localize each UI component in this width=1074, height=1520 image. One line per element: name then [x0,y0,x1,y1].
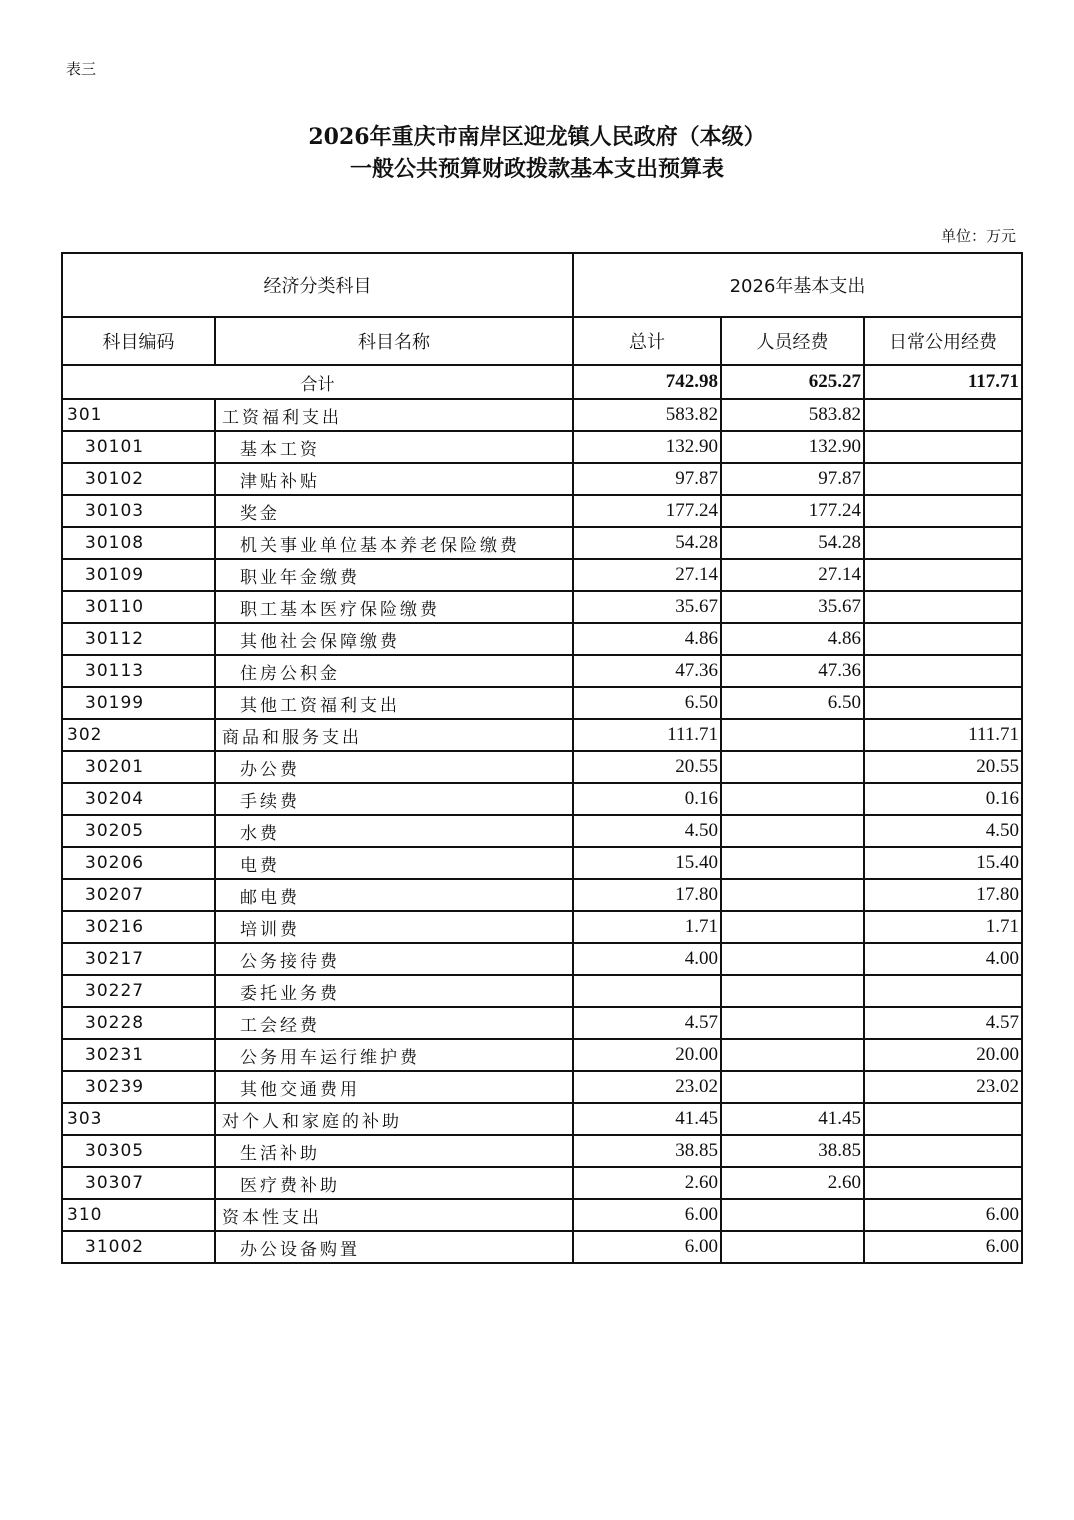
code-cell: 30102 [62,463,215,495]
personnel-cell: 38.85 [721,1135,864,1167]
header-economic-category: 经济分类科目 [62,253,573,317]
name-cell: 工资福利支出 [215,399,573,431]
code-cell: 30206 [62,847,215,879]
personnel-cell [721,751,864,783]
table-row [62,815,1022,847]
code-cell: 303 [62,1103,215,1135]
table-row [62,1199,1022,1231]
total-cell: 17.80 [573,879,721,911]
personnel-cell [721,1007,864,1039]
public-cell: 4.57 [864,1007,1022,1039]
name-cell: 培训费 [215,911,573,943]
code-cell: 30305 [62,1135,215,1167]
public-cell [864,431,1022,463]
name-cell: 机关事业单位基本养老保险缴费 [215,527,573,559]
name-cell: 职业年金缴费 [215,559,573,591]
table-row [62,623,1022,655]
public-cell [864,495,1022,527]
table-row [62,655,1022,687]
name-cell: 商品和服务支出 [215,719,573,751]
personnel-cell: 47.36 [721,655,864,687]
table-row [62,975,1022,1007]
public-cell [864,559,1022,591]
total-cell: 23.02 [573,1071,721,1103]
page-subtitle: 一般公共预算财政拨款基本支出预算表 [349,156,724,182]
name-cell: 住房公积金 [215,655,573,687]
total-cell: 35.67 [573,591,721,623]
code-cell: 310 [62,1199,215,1231]
name-cell: 基本工资 [215,431,573,463]
name-cell: 医疗费补助 [215,1167,573,1199]
name-cell: 手续费 [215,783,573,815]
header-public: 日常公用经费 [864,317,1022,365]
public-cell: 17.80 [864,879,1022,911]
code-cell: 30227 [62,975,215,1007]
personnel-cell: 177.24 [721,495,864,527]
public-cell: 0.16 [864,783,1022,815]
table-row [62,495,1022,527]
public-cell: 6.00 [864,1231,1022,1263]
name-cell: 邮电费 [215,879,573,911]
table-row [62,687,1022,719]
public-cell: 20.55 [864,751,1022,783]
total-cell: 47.36 [573,655,721,687]
name-cell: 津贴补贴 [215,463,573,495]
personnel-cell [721,1199,864,1231]
public-cell [864,1103,1022,1135]
personnel-cell: 2.60 [721,1167,864,1199]
table-row [62,1103,1022,1135]
code-cell: 30307 [62,1167,215,1199]
public-cell: 23.02 [864,1071,1022,1103]
total-personnel: 625.27 [721,365,864,399]
code-cell: 30101 [62,431,215,463]
personnel-cell: 54.28 [721,527,864,559]
personnel-cell: 27.14 [721,559,864,591]
code-cell: 30112 [62,623,215,655]
code-cell: 30217 [62,943,215,975]
header-personnel: 人员经费 [721,317,864,365]
total-cell: 132.90 [573,431,721,463]
table-row [62,879,1022,911]
personnel-cell: 6.50 [721,687,864,719]
table-row [62,783,1022,815]
total-cell: 2.60 [573,1167,721,1199]
table-row [62,431,1022,463]
personnel-cell [721,911,864,943]
code-cell: 301 [62,399,215,431]
public-cell: 1.71 [864,911,1022,943]
public-cell [864,975,1022,1007]
table-row [62,847,1022,879]
code-cell: 30199 [62,687,215,719]
header-row-group [62,253,1022,317]
public-cell: 111.71 [864,719,1022,751]
personnel-cell [721,943,864,975]
personnel-cell [721,1071,864,1103]
total-cell: 15.40 [573,847,721,879]
total-cell: 38.85 [573,1135,721,1167]
table-row [62,399,1022,431]
personnel-cell [721,879,864,911]
public-cell [864,1167,1022,1199]
name-cell: 工会经费 [215,1007,573,1039]
name-cell: 电费 [215,847,573,879]
public-cell: 20.00 [864,1039,1022,1071]
total-cell: 20.55 [573,751,721,783]
name-cell: 其他工资福利支出 [215,687,573,719]
public-cell: 15.40 [864,847,1022,879]
code-cell: 30103 [62,495,215,527]
public-cell [864,687,1022,719]
personnel-cell: 97.87 [721,463,864,495]
name-cell: 资本性支出 [215,1199,573,1231]
public-cell: 4.00 [864,943,1022,975]
personnel-cell: 583.82 [721,399,864,431]
total-cell: 4.86 [573,623,721,655]
personnel-cell: 132.90 [721,431,864,463]
name-cell: 对个人和家庭的补助 [215,1103,573,1135]
code-cell: 30231 [62,1039,215,1071]
name-cell: 职工基本医疗保险缴费 [215,591,573,623]
code-cell: 30113 [62,655,215,687]
header-row-columns [62,317,1022,365]
table-row [62,1231,1022,1263]
code-cell: 302 [62,719,215,751]
name-cell: 生活补助 [215,1135,573,1167]
code-cell: 30207 [62,879,215,911]
public-cell: 6.00 [864,1199,1022,1231]
personnel-cell [721,783,864,815]
personnel-cell [721,1039,864,1071]
table-row [62,463,1022,495]
budget-table [61,252,1023,1264]
table-row [62,1071,1022,1103]
public-cell [864,623,1022,655]
table-row [62,591,1022,623]
table-row [62,1007,1022,1039]
header-name: 科目名称 [215,317,573,365]
personnel-cell: 41.45 [721,1103,864,1135]
name-cell: 奖金 [215,495,573,527]
personnel-cell: 35.67 [721,591,864,623]
name-cell: 办公费 [215,751,573,783]
name-cell: 公务用车运行维护费 [215,1039,573,1071]
table-row [62,943,1022,975]
personnel-cell [721,1231,864,1263]
total-total: 742.98 [573,365,721,399]
table-row [62,911,1022,943]
personnel-cell [721,719,864,751]
public-cell [864,591,1022,623]
name-cell: 委托业务费 [215,975,573,1007]
total-cell: 583.82 [573,399,721,431]
header-code: 科目编码 [62,317,215,365]
public-cell [864,1135,1022,1167]
header-basic-expenditure: 2026年基本支出 [573,253,1022,317]
name-cell: 其他社会保障缴费 [215,623,573,655]
personnel-cell [721,975,864,1007]
total-cell: 1.71 [573,911,721,943]
table-row [62,527,1022,559]
header-total: 总计 [573,317,721,365]
table-row [62,1039,1022,1071]
code-cell: 30205 [62,815,215,847]
table-row [62,559,1022,591]
code-cell: 30216 [62,911,215,943]
total-cell [573,975,721,1007]
name-cell: 办公设备购置 [215,1231,573,1263]
total-cell: 27.14 [573,559,721,591]
total-cell: 54.28 [573,527,721,559]
total-cell: 6.00 [573,1231,721,1263]
code-cell: 30228 [62,1007,215,1039]
page-title: 2026年重庆市南岸区迎龙镇人民政府（本级） [308,124,766,150]
total-cell: 20.00 [573,1039,721,1071]
personnel-cell [721,815,864,847]
total-cell: 97.87 [573,463,721,495]
personnel-cell [721,847,864,879]
table-number-label: 表三 [66,60,97,78]
unit-label: 单位：万元 [940,227,1016,245]
code-cell: 30204 [62,783,215,815]
code-cell: 30110 [62,591,215,623]
code-cell: 30201 [62,751,215,783]
personnel-cell: 4.86 [721,623,864,655]
table-row [62,1167,1022,1199]
total-cell: 177.24 [573,495,721,527]
name-cell: 水费 [215,815,573,847]
total-cell: 4.57 [573,1007,721,1039]
table-row [62,751,1022,783]
code-cell: 30108 [62,527,215,559]
public-cell: 4.50 [864,815,1022,847]
public-cell [864,655,1022,687]
total-cell: 0.16 [573,783,721,815]
total-label: 合计 [62,365,573,399]
total-cell: 4.00 [573,943,721,975]
code-cell: 31002 [62,1231,215,1263]
total-cell: 6.00 [573,1199,721,1231]
code-cell: 30109 [62,559,215,591]
code-cell: 30239 [62,1071,215,1103]
table-row [62,719,1022,751]
name-cell: 公务接待费 [215,943,573,975]
total-cell: 4.50 [573,815,721,847]
public-cell [864,463,1022,495]
total-public: 117.71 [864,365,1022,399]
table-row [62,1135,1022,1167]
total-row [62,365,1022,399]
total-cell: 41.45 [573,1103,721,1135]
name-cell: 其他交通费用 [215,1071,573,1103]
public-cell [864,527,1022,559]
total-cell: 6.50 [573,687,721,719]
total-cell: 111.71 [573,719,721,751]
public-cell [864,399,1022,431]
